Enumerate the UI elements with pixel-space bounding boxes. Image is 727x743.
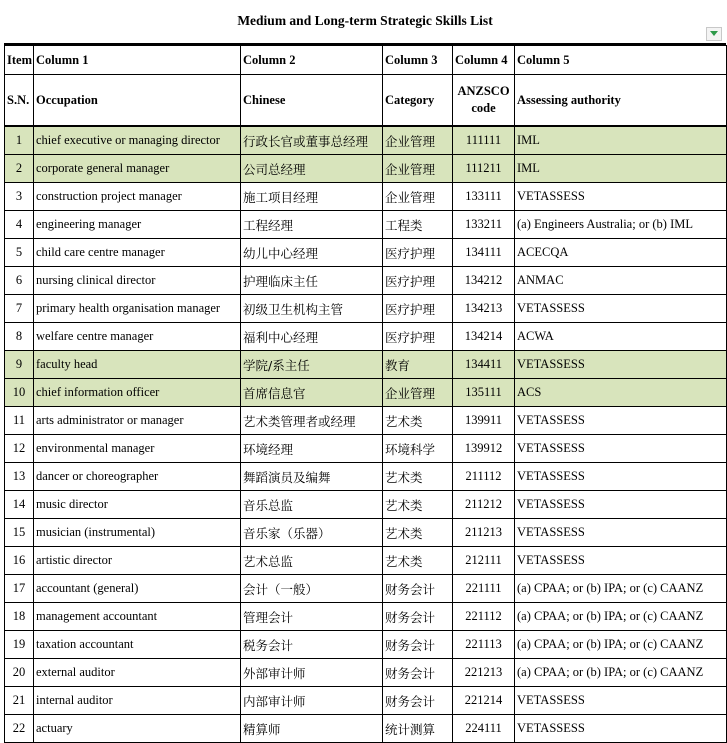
cell-occupation[interactable]: artistic director xyxy=(34,547,241,575)
cell-occupation[interactable]: accountant (general) xyxy=(34,575,241,603)
cell-category[interactable]: 医疗护理 xyxy=(383,267,453,295)
table-row[interactable] xyxy=(5,379,727,407)
table-row[interactable] xyxy=(5,323,727,351)
cell-category[interactable]: 财务会计 xyxy=(383,575,453,603)
cell-chinese[interactable]: 舞蹈演员及编舞 xyxy=(241,463,383,491)
cell-occupation[interactable]: management accountant xyxy=(34,603,241,631)
cell-item-number[interactable]: 10 xyxy=(5,379,34,407)
cell-occupation[interactable]: welfare centre manager xyxy=(34,323,241,351)
cell-item-number[interactable]: 20 xyxy=(5,659,34,687)
cell-category[interactable]: 企业管理 xyxy=(383,155,453,183)
cell-anzsco-code[interactable]: 221213 xyxy=(453,659,515,687)
header-column-3: Column 3 xyxy=(383,46,453,75)
cell-anzsco-code[interactable]: 211112 xyxy=(453,463,515,491)
cell-assessing-authority[interactable]: VETASSESS xyxy=(515,295,727,323)
cell-occupation[interactable]: music director xyxy=(34,491,241,519)
cell-occupation[interactable]: actuary xyxy=(34,715,241,743)
cell-chinese[interactable]: 艺术类管理者或经理 xyxy=(241,407,383,435)
cell-item-number[interactable]: 13 xyxy=(5,463,34,491)
cell-item-number[interactable]: 8 xyxy=(5,323,34,351)
cell-chinese[interactable]: 外部审计师 xyxy=(241,659,383,687)
cell-assessing-authority[interactable]: (a) CPAA; or (b) IPA; or (c) CAANZ xyxy=(515,575,727,603)
cell-assessing-authority[interactable]: (a) CPAA; or (b) IPA; or (c) CAANZ xyxy=(515,659,727,687)
cell-category[interactable]: 艺术类 xyxy=(383,491,453,519)
cell-anzsco-code[interactable]: 134213 xyxy=(453,295,515,323)
cell-occupation[interactable]: chief executive or managing director xyxy=(34,126,241,155)
sheet-title: Medium and Long-term Strategic Skills List xyxy=(237,12,493,28)
cell-item-number[interactable]: 9 xyxy=(5,351,34,379)
spreadsheet xyxy=(4,0,726,743)
cell-category[interactable]: 企业管理 xyxy=(383,379,453,407)
table-row[interactable] xyxy=(5,183,727,211)
cell-occupation[interactable]: musician (instrumental) xyxy=(34,519,241,547)
cell-item-number[interactable]: 2 xyxy=(5,155,34,183)
cell-category[interactable]: 艺术类 xyxy=(383,519,453,547)
cell-occupation[interactable]: construction project manager xyxy=(34,183,241,211)
cell-occupation[interactable]: nursing clinical director xyxy=(34,267,241,295)
cell-anzsco-code[interactable]: 221214 xyxy=(453,687,515,715)
cell-category[interactable]: 艺术类 xyxy=(383,547,453,575)
cell-occupation[interactable]: chief information officer xyxy=(34,379,241,407)
cell-chinese[interactable]: 首席信息官 xyxy=(241,379,383,407)
cell-assessing-authority[interactable]: ACECQA xyxy=(515,239,727,267)
cell-item-number[interactable]: 19 xyxy=(5,631,34,659)
table-row[interactable] xyxy=(5,435,727,463)
cell-anzsco-code[interactable]: 134411 xyxy=(453,351,515,379)
table-row[interactable] xyxy=(5,211,727,239)
cell-chinese[interactable]: 环境经理 xyxy=(241,435,383,463)
cell-anzsco-code[interactable]: 133111 xyxy=(453,183,515,211)
cell-anzsco-code[interactable]: 211212 xyxy=(453,491,515,519)
table-row[interactable] xyxy=(5,659,727,687)
cell-assessing-authority[interactable]: VETASSESS xyxy=(515,491,727,519)
cell-anzsco-code[interactable]: 135111 xyxy=(453,379,515,407)
cell-assessing-authority[interactable]: (a) Engineers Australia; or (b) IML xyxy=(515,211,727,239)
cell-category[interactable]: 医疗护理 xyxy=(383,239,453,267)
cell-category[interactable]: 艺术类 xyxy=(383,463,453,491)
table-row[interactable] xyxy=(5,687,727,715)
cell-assessing-authority[interactable]: VETASSESS xyxy=(515,687,727,715)
cell-occupation[interactable]: corporate general manager xyxy=(34,155,241,183)
cell-chinese[interactable]: 行政长官或董事总经理 xyxy=(241,126,383,155)
cell-chinese[interactable]: 会计（一般） xyxy=(241,575,383,603)
cell-occupation[interactable]: environmental manager xyxy=(34,435,241,463)
cell-category[interactable]: 财务会计 xyxy=(383,631,453,659)
cell-occupation[interactable]: arts administrator or manager xyxy=(34,407,241,435)
table-row[interactable] xyxy=(5,603,727,631)
table-row[interactable] xyxy=(5,631,727,659)
cell-assessing-authority[interactable]: ACS xyxy=(515,379,727,407)
table-row[interactable] xyxy=(5,126,727,155)
header-anzsco-line2: code xyxy=(471,101,496,115)
table-row[interactable] xyxy=(5,295,727,323)
cell-item-number[interactable]: 1 xyxy=(5,126,34,155)
cell-assessing-authority[interactable]: VETASSESS xyxy=(515,463,727,491)
header-column-1: Column 1 xyxy=(34,46,241,75)
cell-assessing-authority[interactable]: VETASSESS xyxy=(515,435,727,463)
cell-category[interactable]: 艺术类 xyxy=(383,407,453,435)
skills-table xyxy=(4,45,727,743)
cell-assessing-authority[interactable]: VETASSESS xyxy=(515,519,727,547)
header-item: Item xyxy=(5,46,34,75)
table-row[interactable] xyxy=(5,547,727,575)
cell-occupation[interactable]: dancer or choreographer xyxy=(34,463,241,491)
cell-assessing-authority[interactable]: VETASSESS xyxy=(515,547,727,575)
header-occupation: Occupation xyxy=(34,75,241,127)
header-column-2: Column 2 xyxy=(241,46,383,75)
cell-chinese[interactable]: 护理临床主任 xyxy=(241,267,383,295)
cell-occupation[interactable]: taxation accountant xyxy=(34,631,241,659)
cell-anzsco-code[interactable]: 221112 xyxy=(453,603,515,631)
cell-anzsco-code[interactable]: 211213 xyxy=(453,519,515,547)
cell-category[interactable]: 工程类 xyxy=(383,211,453,239)
cell-assessing-authority[interactable]: (a) CPAA; or (b) IPA; or (c) CAANZ xyxy=(515,603,727,631)
table-row[interactable] xyxy=(5,239,727,267)
cell-chinese[interactable]: 幼儿中心经理 xyxy=(241,239,383,267)
cell-assessing-authority[interactable]: (a) CPAA; or (b) IPA; or (c) CAANZ xyxy=(515,631,727,659)
cell-anzsco-code[interactable]: 134214 xyxy=(453,323,515,351)
cell-category[interactable]: 环境科学 xyxy=(383,435,453,463)
cell-anzsco-code[interactable]: 111111 xyxy=(453,126,515,155)
table-row[interactable] xyxy=(5,491,727,519)
cell-anzsco-code[interactable]: 139912 xyxy=(453,435,515,463)
table-row[interactable] xyxy=(5,155,727,183)
cell-chinese[interactable]: 管理会计 xyxy=(241,603,383,631)
header-category: Category xyxy=(383,75,453,127)
cell-chinese[interactable]: 音乐总监 xyxy=(241,491,383,519)
cell-item-number[interactable]: 6 xyxy=(5,267,34,295)
cell-anzsco-code[interactable]: 212111 xyxy=(453,547,515,575)
cell-chinese[interactable]: 公司总经理 xyxy=(241,155,383,183)
cell-occupation[interactable]: external auditor xyxy=(34,659,241,687)
cell-category[interactable]: 医疗护理 xyxy=(383,295,453,323)
cell-category[interactable]: 企业管理 xyxy=(383,183,453,211)
cell-item-number[interactable]: 21 xyxy=(5,687,34,715)
cell-item-number[interactable]: 4 xyxy=(5,211,34,239)
cell-chinese[interactable]: 音乐家（乐器） xyxy=(241,519,383,547)
cell-category[interactable]: 财务会计 xyxy=(383,687,453,715)
header-column-5: Column 5 xyxy=(515,46,727,75)
cell-assessing-authority[interactable]: VETASSESS xyxy=(515,183,727,211)
cell-chinese[interactable]: 福利中心经理 xyxy=(241,323,383,351)
header-authority: Assessing authority xyxy=(515,75,727,127)
cell-chinese[interactable]: 学院/系主任 xyxy=(241,351,383,379)
cell-anzsco-code[interactable]: 221111 xyxy=(453,575,515,603)
cell-anzsco-code[interactable]: 134111 xyxy=(453,239,515,267)
cell-occupation[interactable]: faculty head xyxy=(34,351,241,379)
cell-occupation[interactable]: engineering manager xyxy=(34,211,241,239)
table-row[interactable] xyxy=(5,267,727,295)
cell-category[interactable]: 教育 xyxy=(383,351,453,379)
field-header-row xyxy=(5,75,727,127)
header-column-4: Column 4 xyxy=(453,46,515,75)
cell-item-number[interactable]: 3 xyxy=(5,183,34,211)
cell-chinese[interactable]: 税务会计 xyxy=(241,631,383,659)
cell-assessing-authority[interactable]: VETASSESS xyxy=(515,351,727,379)
cell-anzsco-code[interactable]: 134212 xyxy=(453,267,515,295)
column-label-row xyxy=(5,46,727,75)
cell-chinese[interactable]: 工程经理 xyxy=(241,211,383,239)
cell-item-number[interactable]: 17 xyxy=(5,575,34,603)
cell-occupation[interactable]: primary health organisation manager xyxy=(34,295,241,323)
header-sn: S.N. xyxy=(5,75,34,127)
cell-category[interactable]: 医疗护理 xyxy=(383,323,453,351)
cell-assessing-authority[interactable]: VETASSESS xyxy=(515,407,727,435)
table-row[interactable] xyxy=(5,575,727,603)
filter-dropdown-icon[interactable] xyxy=(706,27,722,41)
cell-chinese[interactable]: 艺术总监 xyxy=(241,547,383,575)
table-row[interactable] xyxy=(5,715,727,743)
cell-item-number[interactable]: 11 xyxy=(5,407,34,435)
cell-item-number[interactable]: 5 xyxy=(5,239,34,267)
cell-item-number[interactable]: 12 xyxy=(5,435,34,463)
table-row[interactable] xyxy=(5,519,727,547)
cell-anzsco-code[interactable]: 221113 xyxy=(453,631,515,659)
cell-item-number[interactable]: 14 xyxy=(5,491,34,519)
cell-item-number[interactable]: 7 xyxy=(5,295,34,323)
cell-chinese[interactable]: 初级卫生机构主管 xyxy=(241,295,383,323)
title-row xyxy=(4,0,726,45)
cell-chinese[interactable]: 内部审计师 xyxy=(241,687,383,715)
cell-item-number[interactable]: 22 xyxy=(5,715,34,743)
cell-assessing-authority[interactable]: ACWA xyxy=(515,323,727,351)
cell-category[interactable]: 财务会计 xyxy=(383,659,453,687)
cell-assessing-authority[interactable]: IML xyxy=(515,155,727,183)
cell-occupation[interactable]: internal auditor xyxy=(34,687,241,715)
cell-chinese[interactable]: 精算师 xyxy=(241,715,383,743)
cell-assessing-authority[interactable]: IML xyxy=(515,126,727,155)
cell-category[interactable]: 财务会计 xyxy=(383,603,453,631)
cell-assessing-authority[interactable]: ANMAC xyxy=(515,267,727,295)
table-row[interactable] xyxy=(5,407,727,435)
header-chinese: Chinese xyxy=(241,75,383,127)
cell-item-number[interactable]: 18 xyxy=(5,603,34,631)
cell-chinese[interactable]: 施工项目经理 xyxy=(241,183,383,211)
cell-occupation[interactable]: child care centre manager xyxy=(34,239,241,267)
cell-category[interactable]: 企业管理 xyxy=(383,126,453,155)
cell-anzsco-code[interactable]: 133211 xyxy=(453,211,515,239)
cell-item-number[interactable]: 15 xyxy=(5,519,34,547)
cell-item-number[interactable]: 16 xyxy=(5,547,34,575)
cell-anzsco-code[interactable]: 111211 xyxy=(453,155,515,183)
header-anzsco-line1: ANZSCO xyxy=(457,84,510,98)
cell-assessing-authority[interactable]: VETASSESS xyxy=(515,715,727,743)
header-anzsco xyxy=(453,75,515,127)
table-row[interactable] xyxy=(5,351,727,379)
cell-anzsco-code[interactable]: 224111 xyxy=(453,715,515,743)
table-row[interactable] xyxy=(5,463,727,491)
cell-anzsco-code[interactable]: 139911 xyxy=(453,407,515,435)
cell-category[interactable]: 统计测算 xyxy=(383,715,453,743)
